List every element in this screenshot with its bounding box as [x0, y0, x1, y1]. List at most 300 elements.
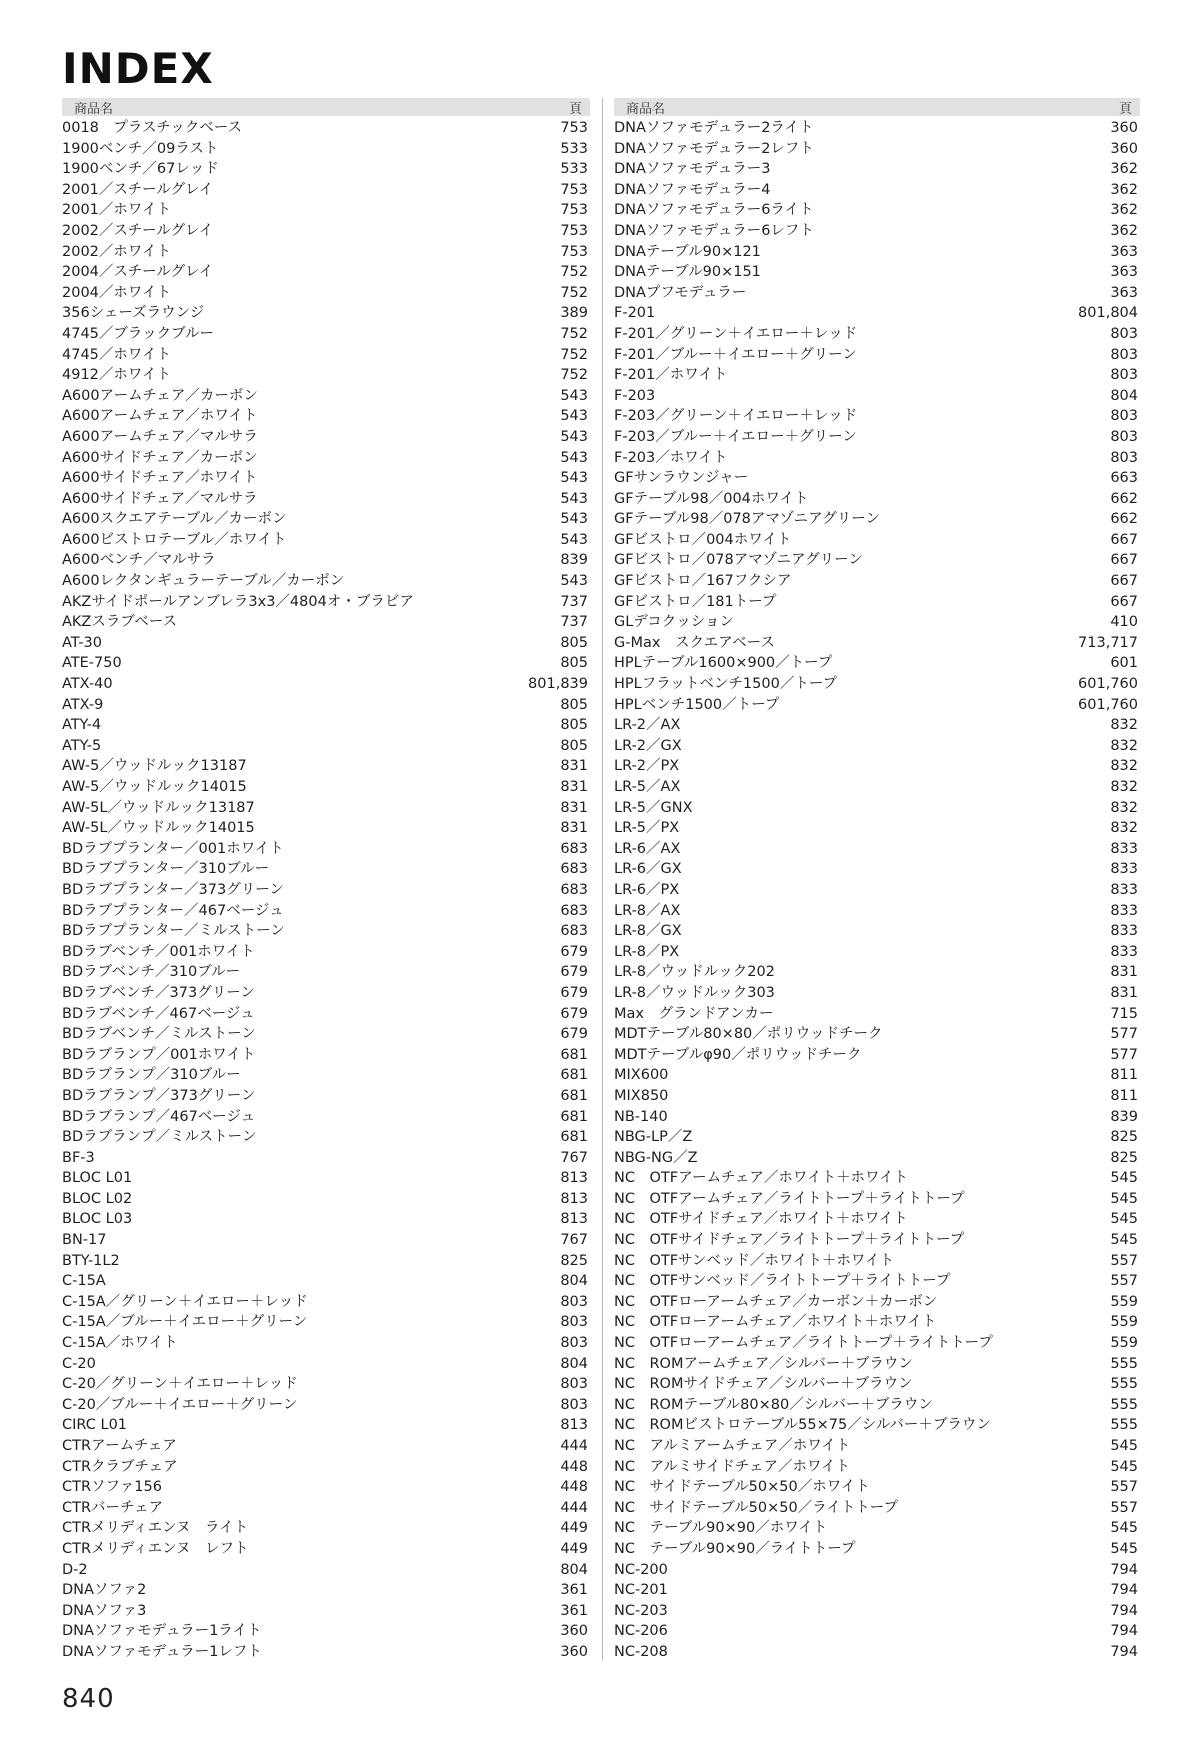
- entry-product-name: NC ROMアームチェア／シルバー＋ブラウン: [614, 1355, 913, 1372]
- index-entry: [62, 1292, 590, 1313]
- entry-page-number: 683: [560, 923, 588, 940]
- entry-product-name: DNAソファ2: [62, 1582, 147, 1599]
- entry-page-number: 803: [1110, 367, 1138, 384]
- entry-product-name: HPLフラットベンチ1500／トープ: [614, 676, 838, 693]
- entry-product-name: NBG-LP／Z: [614, 1129, 693, 1146]
- index-entry: [62, 1312, 590, 1333]
- entry-page-number: 681: [560, 1067, 588, 1084]
- entry-product-name: NC OTFアームチェア／ホワイト＋ホワイト: [614, 1170, 909, 1187]
- entry-page-number: 667: [1110, 593, 1138, 610]
- entry-product-name: MDTテーブル80×80／ポリウッドチーク: [614, 1026, 883, 1043]
- entry-page-number: 715: [1110, 1005, 1138, 1022]
- entry-page-number: 753: [560, 222, 588, 239]
- column-header-page: 頁: [568, 101, 582, 117]
- entry-product-name: BLOC L02: [62, 1190, 133, 1207]
- entry-product-name: F-203／グリーン＋イエロー＋レッド: [614, 408, 858, 425]
- index-entry: [614, 1374, 1140, 1395]
- entry-product-name: CTRクラブチェア: [62, 1458, 178, 1475]
- entry-product-name: HPLテーブル1600×900／トープ: [614, 655, 833, 672]
- index-entry: [62, 1045, 590, 1066]
- entry-product-name: BDラブプランター／373グリーン: [62, 881, 284, 898]
- index-entry: [614, 1251, 1140, 1272]
- entry-product-name: BDラブランプ／467ベージュ: [62, 1108, 256, 1125]
- entry-page-number: 737: [560, 593, 588, 610]
- entry-product-name: DNAソファモデュラー2レフト: [614, 140, 814, 157]
- entry-page-number: 444: [560, 1438, 588, 1454]
- column-header-name: 商品名: [74, 101, 114, 117]
- entry-product-name: NB-140: [614, 1108, 668, 1125]
- entry-product-name: 2004／スチールグレイ: [62, 264, 214, 281]
- entry-page-number: 803: [1110, 449, 1138, 466]
- entry-page-number: 803: [560, 1335, 588, 1352]
- entry-page-number: 543: [560, 428, 588, 445]
- entry-page-number: 833: [1110, 943, 1138, 960]
- index-entry: [62, 180, 590, 201]
- index-entry: [614, 674, 1140, 695]
- entry-product-name: 1900ベンチ／09ラスト: [62, 140, 219, 157]
- entry-page-number: 360: [560, 1643, 588, 1660]
- index-entry: [614, 1560, 1140, 1581]
- entry-page-number: 833: [1110, 840, 1138, 857]
- entry-page-number: 662: [1110, 511, 1138, 528]
- entry-product-name: AT-30: [62, 634, 103, 651]
- entry-page-number: 545: [1110, 1540, 1138, 1557]
- entry-product-name: NC OTFサイドチェア／ホワイト＋ホワイト: [614, 1211, 908, 1228]
- entry-page-number: 559: [1110, 1314, 1138, 1331]
- entry-page-number: 683: [560, 902, 588, 919]
- index-entry: [614, 1642, 1140, 1663]
- entry-product-name: NC-200: [614, 1561, 668, 1578]
- entry-page-number: 410: [1110, 614, 1138, 631]
- entry-product-name: NC サイドテーブル50×50／ライトトープ: [614, 1499, 899, 1516]
- entry-page-number: 831: [1110, 984, 1138, 1001]
- index-entry: [614, 1518, 1140, 1539]
- index-entry: [614, 962, 1140, 983]
- index-entry: [62, 1251, 590, 1272]
- entry-page-number: 753: [560, 181, 588, 198]
- entry-product-name: NC OTFローアームチェア／カーボン＋カーボン: [614, 1293, 938, 1310]
- entry-product-name: GFサンラウンジャー: [614, 470, 749, 487]
- entry-product-name: GFテーブル98／078アマゾニアグリーン: [614, 511, 880, 528]
- entry-page-number: 804: [560, 1561, 588, 1578]
- index-entry: [62, 550, 590, 571]
- index-entry: [62, 1580, 590, 1601]
- entry-page-number: 543: [560, 511, 588, 528]
- index-entry: [614, 159, 1140, 180]
- index-list-left: [62, 118, 590, 1663]
- entry-product-name: 0018 プラスチックベース: [62, 120, 243, 136]
- index-entry: [62, 1333, 590, 1354]
- entry-product-name: DNAプフモデュラー: [614, 284, 747, 301]
- index-entry: [62, 1415, 590, 1436]
- entry-page-number: 794: [1110, 1602, 1138, 1619]
- entry-product-name: 2004／ホワイト: [62, 284, 171, 301]
- index-entry: [62, 1621, 590, 1642]
- entry-product-name: BDラブランプ／373グリーン: [62, 1087, 256, 1104]
- entry-product-name: CTRメリディエンヌ ライト: [62, 1520, 249, 1537]
- entry-page-number: 831: [560, 799, 588, 816]
- entry-product-name: 1900ベンチ／67レッド: [62, 161, 219, 178]
- index-entry: [62, 592, 590, 613]
- entry-product-name: F-201: [614, 305, 656, 322]
- entry-page-number: 361: [560, 1582, 588, 1599]
- index-entry: [62, 1107, 590, 1128]
- entry-page-number: 832: [1110, 758, 1138, 775]
- entry-product-name: A600サイドチェア／マルサラ: [62, 490, 258, 507]
- index-entry: [62, 962, 590, 983]
- index-entry: [614, 468, 1140, 489]
- entry-page-number: 752: [560, 325, 588, 342]
- index-entry: [62, 1518, 590, 1539]
- entry-product-name: AKZサイドポールアンブレラ3x3／4804オ・ブラビア: [62, 593, 414, 610]
- index-entry: [614, 880, 1140, 901]
- index-entry: [614, 1415, 1140, 1436]
- index-entry: [62, 1086, 590, 1107]
- entry-product-name: LR-5／PX: [614, 820, 680, 837]
- entry-page-number: 803: [1110, 428, 1138, 445]
- entry-product-name: LR-6／GX: [614, 861, 682, 878]
- index-entry: [62, 756, 590, 777]
- entry-page-number: 753: [560, 202, 588, 219]
- entry-product-name: BN-17: [62, 1232, 107, 1249]
- entry-page-number: 753: [560, 243, 588, 260]
- entry-product-name: LR-8／GX: [614, 923, 682, 940]
- entry-page-number: 679: [560, 1005, 588, 1022]
- entry-page-number: 832: [1110, 820, 1138, 837]
- entry-product-name: C-15A／グリーン＋イエロー＋レッド: [62, 1293, 308, 1310]
- index-entry: [62, 324, 590, 345]
- index-entry: [614, 118, 1140, 139]
- index-entry: [614, 633, 1140, 654]
- entry-product-name: LR-6／PX: [614, 881, 680, 898]
- index-entry: [62, 1374, 590, 1395]
- entry-page-number: 577: [1110, 1046, 1138, 1063]
- entry-page-number: 681: [560, 1046, 588, 1063]
- entry-product-name: MIX600: [614, 1067, 669, 1084]
- entry-page-number: 545: [1110, 1170, 1138, 1187]
- entry-page-number: 833: [1110, 861, 1138, 878]
- entry-product-name: BLOC L03: [62, 1211, 133, 1228]
- entry-product-name: F-203／ホワイト: [614, 449, 728, 466]
- entry-product-name: LR-8／ウッドルック202: [614, 964, 775, 981]
- entry-page-number: 557: [1110, 1252, 1138, 1269]
- index-entry: [62, 695, 590, 716]
- entry-page-number: 811: [1110, 1087, 1138, 1104]
- entry-product-name: GFテーブル98／004ホワイト: [614, 490, 809, 507]
- index-entry: [614, 550, 1140, 571]
- entry-page-number: 839: [560, 552, 588, 569]
- entry-page-number: 543: [560, 470, 588, 487]
- index-entry: [62, 921, 590, 942]
- entry-page-number: 803: [1110, 325, 1138, 342]
- entry-product-name: NC ROMビストロテーブル55×75／シルバー＋ブラウン: [614, 1417, 991, 1434]
- entry-page-number: 449: [560, 1540, 588, 1557]
- entry-page-number: 831: [560, 779, 588, 795]
- entry-page-number: 448: [560, 1458, 588, 1475]
- entry-product-name: A600アームチェア／ホワイト: [62, 408, 258, 425]
- entry-page-number: 825: [1110, 1129, 1138, 1146]
- entry-page-number: 362: [1110, 222, 1138, 239]
- entry-page-number: 794: [1110, 1561, 1138, 1578]
- index-entry: [614, 839, 1140, 860]
- entry-page-number: 362: [1110, 161, 1138, 178]
- entry-page-number: 601,760: [1078, 676, 1138, 693]
- index-entry: [62, 901, 590, 922]
- index-entry: [614, 695, 1140, 716]
- entry-page-number: 794: [1110, 1643, 1138, 1660]
- entry-product-name: F-201／ブルー＋イエロー＋グリーン: [614, 346, 857, 363]
- index-entry: [614, 736, 1140, 757]
- entry-product-name: GFビストロ／004ホワイト: [614, 531, 792, 548]
- entry-page-number: 805: [560, 737, 588, 754]
- entry-page-number: 752: [560, 367, 588, 384]
- index-entry: [614, 448, 1140, 469]
- index-entry: [62, 612, 590, 633]
- entry-product-name: CIRC L01: [62, 1417, 128, 1434]
- entry-page-number: 667: [1110, 573, 1138, 590]
- entry-page-number: 794: [1110, 1582, 1138, 1599]
- entry-product-name: BDラブランプ／ミルストーン: [62, 1129, 257, 1146]
- entry-product-name: AW-5L／ウッドルック13187: [62, 799, 255, 816]
- index-entry: [614, 592, 1140, 613]
- entry-product-name: NC-201: [614, 1582, 668, 1599]
- entry-product-name: Max グランドアンカー: [614, 1005, 774, 1022]
- entry-product-name: NC OTFローアームチェア／ホワイト＋ホワイト: [614, 1314, 937, 1331]
- entry-product-name: LR-2／PX: [614, 758, 680, 775]
- index-entry: [614, 427, 1140, 448]
- entry-page-number: 805: [560, 717, 588, 734]
- index-entry: [62, 859, 590, 880]
- index-entry: [62, 262, 590, 283]
- index-entry: [62, 839, 590, 860]
- entry-page-number: 804: [560, 1355, 588, 1372]
- entry-page-number: 833: [1110, 881, 1138, 898]
- entry-page-number: 679: [560, 984, 588, 1001]
- entry-product-name: NC-203: [614, 1602, 668, 1619]
- entry-page-number: 813: [560, 1417, 588, 1434]
- index-entry: [62, 406, 590, 427]
- index-entry: [62, 345, 590, 366]
- entry-page-number: 361: [560, 1602, 588, 1619]
- index-entry: [614, 200, 1140, 221]
- entry-page-number: 360: [1110, 140, 1138, 157]
- entry-page-number: 681: [560, 1108, 588, 1125]
- index-entry: [62, 1395, 590, 1416]
- entry-page-number: 832: [1110, 737, 1138, 754]
- entry-page-number: 803: [560, 1293, 588, 1310]
- entry-page-number: 363: [1110, 264, 1138, 281]
- entry-page-number: 803: [1110, 408, 1138, 425]
- index-entry: [62, 427, 590, 448]
- entry-product-name: HPLベンチ1500／トープ: [614, 696, 780, 713]
- entry-page-number: 533: [560, 161, 588, 178]
- entry-product-name: LR-2／AX: [614, 717, 681, 734]
- index-entry: [62, 242, 590, 263]
- entry-product-name: LR-8／PX: [614, 943, 680, 960]
- entry-product-name: 4745／ホワイト: [62, 346, 171, 363]
- index-entry: [62, 118, 590, 139]
- entry-product-name: BDラブプランター／ミルストーン: [62, 923, 285, 940]
- entry-page-number: 543: [560, 490, 588, 507]
- entry-product-name: NC-206: [614, 1623, 668, 1640]
- index-entry: [614, 1168, 1140, 1189]
- entry-product-name: DNAソファ3: [62, 1602, 147, 1619]
- index-entry: [614, 530, 1140, 551]
- entry-page-number: 555: [1110, 1355, 1138, 1372]
- entry-product-name: C-15A: [62, 1273, 106, 1290]
- entry-page-number: 533: [560, 140, 588, 157]
- entry-page-number: 679: [560, 943, 588, 960]
- index-entry: [62, 1539, 590, 1560]
- entry-product-name: ATY-4: [62, 717, 102, 734]
- entry-product-name: BDラブベンチ／ミルストーン: [62, 1026, 256, 1043]
- index-entry: [614, 1271, 1140, 1292]
- entry-page-number: 557: [1110, 1479, 1138, 1496]
- entry-product-name: A600レクタンギュラーテーブル／カーボン: [62, 573, 345, 590]
- entry-page-number: 831: [560, 820, 588, 837]
- index-entry: [62, 1354, 590, 1375]
- index-entry: [62, 365, 590, 386]
- index-entry: [62, 674, 590, 695]
- entry-product-name: BDラブランプ／001ホワイト: [62, 1046, 256, 1063]
- index-entry: [614, 1312, 1140, 1333]
- entry-page-number: 825: [560, 1252, 588, 1269]
- index-entry: [614, 324, 1140, 345]
- entry-page-number: 825: [1110, 1149, 1138, 1166]
- index-entry: [614, 509, 1140, 530]
- entry-page-number: 811: [1110, 1067, 1138, 1084]
- index-entry: [62, 1271, 590, 1292]
- entry-page-number: 360: [560, 1623, 588, 1640]
- index-entry: [62, 715, 590, 736]
- index-entry: [614, 901, 1140, 922]
- index-entry: [614, 1209, 1140, 1230]
- page-number: 840: [62, 1684, 115, 1714]
- index-entry: [614, 571, 1140, 592]
- index-entry: [614, 798, 1140, 819]
- column-header-name: 商品名: [626, 101, 666, 117]
- entry-page-number: 543: [560, 408, 588, 425]
- entry-product-name: LR-6／AX: [614, 840, 681, 857]
- entry-page-number: 805: [560, 634, 588, 651]
- entry-page-number: 389: [560, 305, 588, 322]
- entry-page-number: 444: [560, 1499, 588, 1516]
- entry-product-name: BTY-1L2: [62, 1252, 120, 1269]
- index-entry: [614, 221, 1140, 242]
- entry-product-name: NC アルミアームチェア／ホワイト: [614, 1438, 851, 1454]
- entry-product-name: LR-8／ウッドルック303: [614, 984, 775, 1001]
- index-entry: [62, 633, 590, 654]
- index-entry: [614, 612, 1140, 633]
- index-entry: [614, 1230, 1140, 1251]
- entry-page-number: 752: [560, 284, 588, 301]
- index-entry: [614, 283, 1140, 304]
- entry-page-number: 752: [560, 346, 588, 363]
- index-entry: [614, 139, 1140, 160]
- index-entry: [62, 1601, 590, 1622]
- index-entry: [614, 1086, 1140, 1107]
- entry-page-number: 555: [1110, 1396, 1138, 1413]
- entry-product-name: NC OTFサイドチェア／ライトトープ＋ライトトープ: [614, 1232, 965, 1249]
- entry-page-number: 545: [1110, 1211, 1138, 1228]
- index-entry: [62, 1477, 590, 1498]
- index-entry: [614, 1107, 1140, 1128]
- entry-product-name: 2001／スチールグレイ: [62, 181, 214, 198]
- entry-product-name: NC テーブル90×90／ライトトープ: [614, 1540, 856, 1557]
- entry-page-number: 545: [1110, 1190, 1138, 1207]
- index-entry: [614, 1354, 1140, 1375]
- page-title: INDEX: [62, 44, 214, 93]
- entry-product-name: 356シェーズラウンジ: [62, 305, 205, 322]
- entry-product-name: DNAソファモデュラー3: [614, 161, 771, 178]
- entry-product-name: F-201／グリーン＋イエロー＋レッド: [614, 325, 858, 342]
- index-entry: [62, 798, 590, 819]
- index-entry: [62, 1004, 590, 1025]
- entry-page-number: 737: [560, 614, 588, 631]
- entry-product-name: BF-3: [62, 1149, 95, 1166]
- entry-page-number: 545: [1110, 1232, 1138, 1249]
- entry-page-number: 545: [1110, 1520, 1138, 1537]
- entry-product-name: AW-5／ウッドルック14015: [62, 779, 247, 795]
- entry-product-name: BDラブプランター／310ブルー: [62, 861, 270, 878]
- index-entry: [614, 406, 1140, 427]
- entry-page-number: 832: [1110, 779, 1138, 795]
- entry-product-name: BDラブベンチ／310ブルー: [62, 964, 241, 981]
- index-entry: [614, 1498, 1140, 1519]
- index-entry: [614, 818, 1140, 839]
- entry-product-name: 4912／ホワイト: [62, 367, 171, 384]
- entry-page-number: 803: [560, 1376, 588, 1393]
- entry-product-name: F-203: [614, 387, 656, 404]
- entry-product-name: GLデコクッション: [614, 614, 734, 631]
- entry-product-name: NC サイドテーブル50×50／ホワイト: [614, 1479, 870, 1496]
- entry-page-number: 767: [560, 1149, 588, 1166]
- entry-product-name: DNAソファモデュラー2ライト: [614, 120, 814, 136]
- entry-product-name: BDラブランプ／310ブルー: [62, 1067, 241, 1084]
- index-entry: [614, 1148, 1140, 1169]
- index-entry: [614, 1189, 1140, 1210]
- entry-page-number: 805: [560, 655, 588, 672]
- entry-page-number: 663: [1110, 470, 1138, 487]
- index-entry: [62, 1065, 590, 1086]
- entry-product-name: 2002／ホワイト: [62, 243, 171, 260]
- index-entry: [62, 530, 590, 551]
- index-entry: [614, 715, 1140, 736]
- entry-product-name: AKZスラブベース: [62, 614, 178, 631]
- entry-product-name: BDラブベンチ／467ベージュ: [62, 1005, 255, 1022]
- entry-page-number: 363: [1110, 243, 1138, 260]
- entry-product-name: DNAテーブル90×151: [614, 264, 761, 281]
- entry-page-number: 813: [560, 1170, 588, 1187]
- column-divider: [602, 98, 603, 1660]
- entry-page-number: 662: [1110, 490, 1138, 507]
- index-entry: [62, 303, 590, 324]
- index-entry: [62, 1642, 590, 1663]
- entry-page-number: 557: [1110, 1273, 1138, 1290]
- entry-product-name: NC アルミサイドチェア／ホワイト: [614, 1458, 851, 1475]
- entry-product-name: F-203／ブルー＋イエロー＋グリーン: [614, 428, 857, 445]
- entry-page-number: 833: [1110, 923, 1138, 940]
- entry-product-name: DNAテーブル90×121: [614, 243, 761, 260]
- entry-page-number: 667: [1110, 531, 1138, 548]
- entry-product-name: BDラブプランター／467ベージュ: [62, 902, 284, 919]
- entry-product-name: CTRソファ156: [62, 1479, 162, 1496]
- index-entry: [614, 1292, 1140, 1313]
- entry-product-name: NC OTFローアームチェア／ライトトープ＋ライトトープ: [614, 1335, 993, 1352]
- entry-page-number: 831: [1110, 964, 1138, 981]
- index-entry: [614, 921, 1140, 942]
- entry-product-name: BLOC L01: [62, 1170, 133, 1187]
